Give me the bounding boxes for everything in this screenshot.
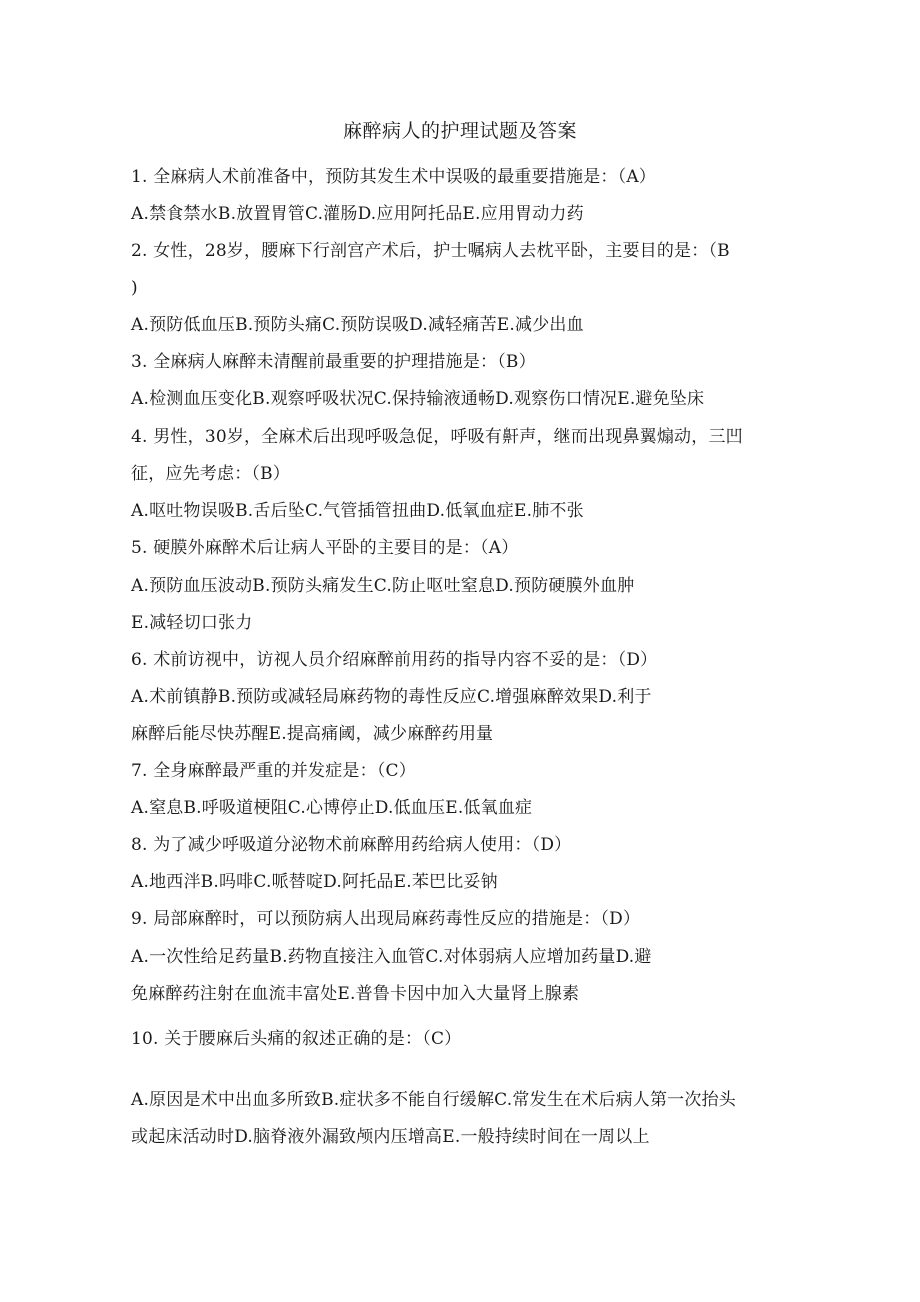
options-1: A.禁食禁水B.放置胃管C.灌肠D.应用阿托品E.应用胃动力药 xyxy=(131,204,584,224)
question-10: 10. 关于腰麻后头痛的叙述正确的是：（C） xyxy=(131,1029,462,1049)
question-2: 2. 女性，28岁，腰麻下行剖宫产术后，护士嘱病人去枕平卧，主要目的是：（B xyxy=(131,241,730,261)
options-5-continued: E.减轻切口张力 xyxy=(131,613,253,633)
options-3: A.检测血压变化B.观察呼吸状况C.保持输液通畅D.观察伤口情况E.避免坠床 xyxy=(131,389,705,409)
question-2-continued: ) xyxy=(131,278,138,298)
options-8: A.地西泮B.吗啡C.哌替啶D.阿托品E.苯巴比妥钠 xyxy=(131,872,498,892)
page-title: 麻醉病人的护理试题及答案 xyxy=(342,120,577,142)
options-10: A.原因是术中出血多所致B.症状多不能自行缓解C.常发生在术后病人第一次抬头 xyxy=(131,1090,736,1110)
question-6: 6. 术前访视中，访视人员介绍麻醉前用药的指导内容不妥的是：（D） xyxy=(131,650,658,670)
options-4: A.呕吐物误吸B.舌后坠C.气管插管扭曲D.低氧血症E.肺不张 xyxy=(131,501,584,521)
options-5: A.预防血压波动B.预防头痛发生C.防止呕吐窒息D.预防硬膜外血肿 xyxy=(131,576,635,596)
options-6: A.术前镇静B.预防或减轻局麻药物的毒性反应C.增强麻醉效果D.利于 xyxy=(131,687,652,707)
options-10-continued: 或起床活动时D.脑脊液外漏致颅内压增高E.一般持续时间在一周以上 xyxy=(131,1127,650,1147)
question-3: 3. 全麻病人麻醉未清醒前最重要的护理措施是：（B） xyxy=(131,352,536,372)
question-8: 8. 为了减少呼吸道分泌物术前麻醉用药给病人使用：（D） xyxy=(131,835,572,855)
options-2: A.预防低血压B.预防头痛C.预防误吸D.减轻痛苦E.减少出血 xyxy=(131,315,584,335)
question-7: 7. 全身麻醉最严重的并发症是：（C） xyxy=(131,761,416,781)
question-4-continued: 征，应先考虑：（B） xyxy=(131,464,290,484)
options-9: A.一次性给足药量B.药物直接注入血管C.对体弱病人应增加药量D.避 xyxy=(131,947,652,967)
question-1: 1. 全麻病人术前准备中，预防其发生术中误吸的最重要措施是：（A） xyxy=(131,167,656,187)
options-6-continued: 麻醉后能尽快苏醒E.提高痛阈，减少麻醉药用量 xyxy=(131,724,494,744)
options-7: A.窒息B.呼吸道梗阻C.心博停止D.低血压E.低氧血症 xyxy=(131,798,533,818)
options-9-continued: 免麻醉药注射在血流丰富处E.普鲁卡因中加入大量肾上腺素 xyxy=(131,984,580,1004)
question-5: 5. 硬膜外麻醉术后让病人平卧的主要目的是：（A） xyxy=(131,538,519,558)
question-9: 9. 局部麻醉时，可以预防病人出现局麻药毒性反应的措施是：（D） xyxy=(131,909,641,929)
question-4: 4. 男性，30岁，全麻术后出现呼吸急促，呼吸有鼾声，继而出现鼻翼煽动，三凹 xyxy=(131,427,743,447)
